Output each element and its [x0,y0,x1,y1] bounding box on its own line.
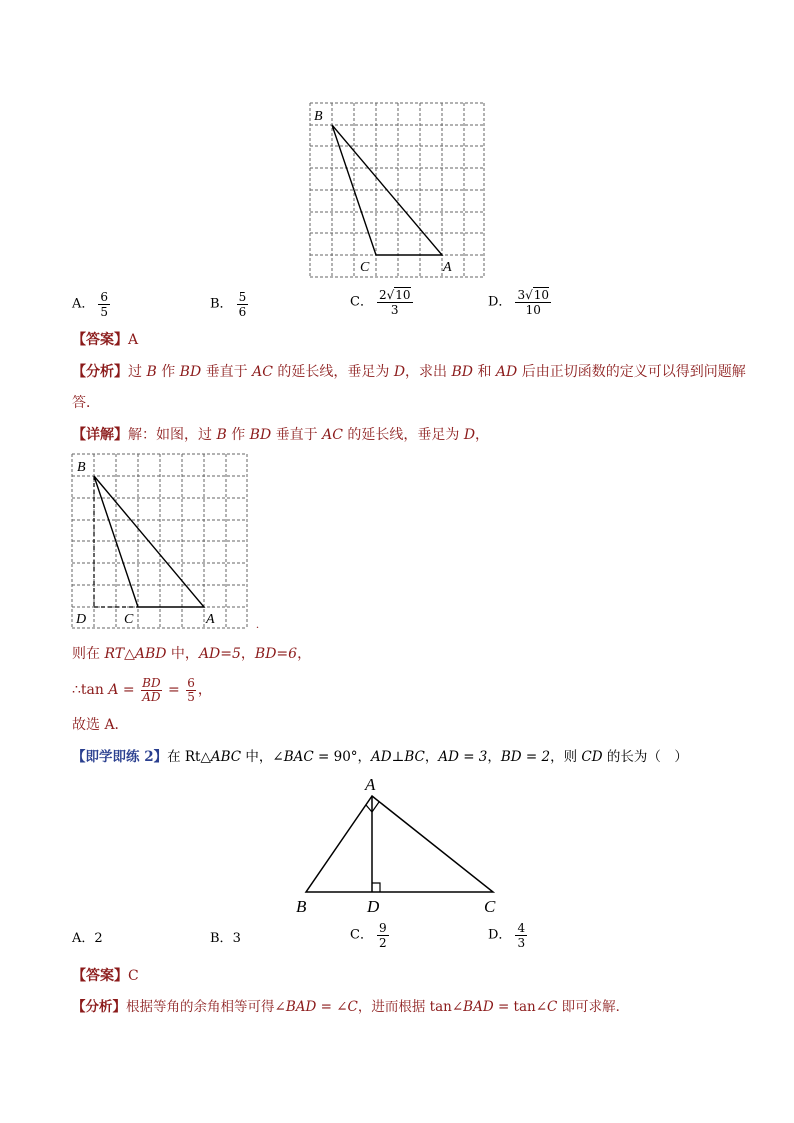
q1-then: 则在 RT△ABD 中，AD=5，BD=6， [72,646,312,662]
q2-option-b[interactable]: B．3 [210,931,241,946]
q2-option-d[interactable]: D． $\frac{4}{3}$ [488,921,526,950]
label-c: C [360,260,370,275]
q2-stem: 【即学即练 2】在 Rt△ABC 中，∠BAC = 90°，AD⊥BC，AD = 3，BD = 2，则 CD 的长为（ ） [72,749,688,765]
q1-detail: 【详解】解：如图，过 B 作 BD 垂直于 AC 的延长线，垂足为 D， [72,427,490,443]
q1-analysis: 【分析】过 B 作 BD 垂直于 AC 的延长线，垂足为 D，求出 BD 和 AD 后由正切函数的定义可以得到问题解 [72,364,746,380]
q2-answer: 【答案】C [72,968,139,984]
q1-option-c[interactable]: C． $\frac{2√10}{3}$ [350,288,411,317]
q1-analysis-line2: 答． [72,395,100,411]
q2-option-a[interactable]: A．2 [72,931,103,946]
label-d-q2: D [367,897,380,916]
figure-trailing-dot: . [256,617,259,631]
triangle-abc-q2 [306,796,493,892]
label-b-2: B [77,460,86,475]
q1-option-d[interactable]: D． $\frac{3√10}{10}$ [488,288,550,317]
q1-choose: 故选 A． [72,717,129,733]
label-a: A [443,260,452,275]
q1-answer: 【答案】A [72,332,139,348]
label-b: B [314,109,323,124]
label-a-q2: A [365,775,376,794]
label-c-q2: C [484,897,496,916]
q2-option-c[interactable]: C． $\frac{9}{2}$ [350,921,387,950]
q2-analysis: 【分析】根据等角的余角相等可得∠BAD = ∠C，进而根据 tan∠BAD = tan∠C 即可求解． [72,999,630,1015]
right-angle-mark-d [372,883,380,892]
label-b-q2: B [296,897,307,916]
q1-option-a[interactable]: A． $\frac{6}{5}$ [72,290,109,319]
q1-tan: ∴tan A = $\frac{BD}{AD}$ = $\frac{6}{5}$ ， [72,675,212,704]
q1-option-b[interactable]: B． $\frac{5}{6}$ [210,290,247,319]
label-c-2: C [124,612,134,627]
grid-figure-1 [300,95,495,285]
label-d-2: D [76,612,87,627]
right-triangle-figure [280,772,520,920]
label-a-2: A [206,612,215,627]
grid-figure-2 [66,448,266,634]
